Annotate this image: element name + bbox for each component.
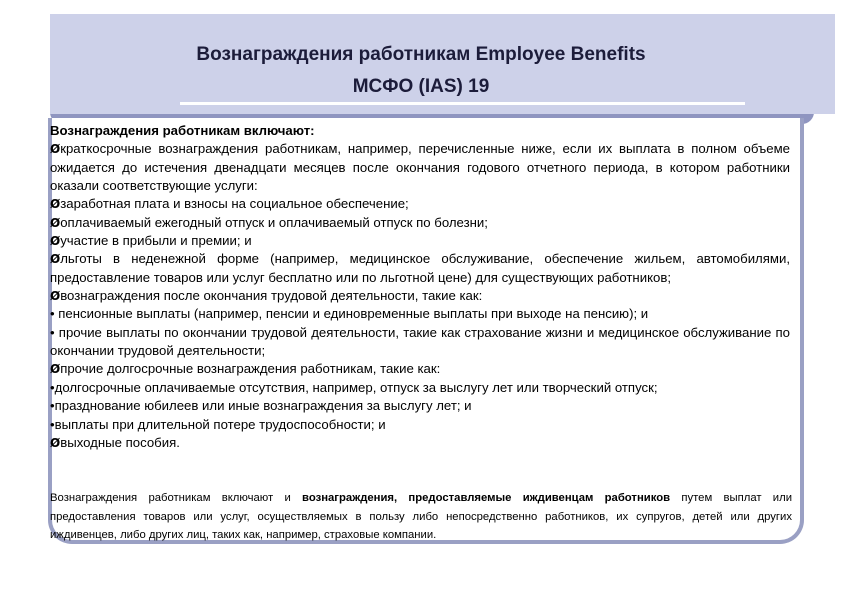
footnote-text: путем выплат или предоставления товаров или услуг, осуществляемых в пользу либо непосредственно работников, их супругов, детей или других иждивенцев, либо других лиц, таких как, например, страховые компании. (50, 492, 792, 542)
list-item (50, 379, 790, 397)
list-item (50, 140, 790, 195)
arrow-bullet-icon: Ø (50, 197, 61, 212)
list-item (50, 250, 790, 287)
body-text (50, 122, 790, 452)
arrow-bullet-icon: Ø (50, 435, 61, 450)
list-item (50, 397, 790, 415)
arrow-bullet-icon: Ø (50, 142, 61, 157)
list-item-text: льготы в неденежной форме (например, медицинское обслуживание, обеспечение жильем, автомобилями, предоставление товаров или услуг бесплатно или по льготной цене) для существующих работников; (50, 251, 790, 285)
list-item-text: долгосрочные оплачиваемые отсутствия, например, отпуск за выслугу лет или творческий отпуск; (54, 379, 658, 395)
list-item (50, 232, 790, 250)
list-item (50, 434, 790, 452)
dot-bullet-icon: • (50, 398, 55, 414)
list-item-text: прочие выплаты по окончании трудовой деятельности, такие как страхование жизни и медицинское обслуживание по окончании трудовой деятельности; (50, 324, 790, 359)
list-item-text: пенсионные выплаты (например, пенсии и единовременные выплаты при выходе на пенсию); и (54, 306, 649, 322)
list-heading: Вознаграждения работникам включают: (50, 123, 315, 138)
list-item-text: выплаты при длительной потере трудоспособности; и (54, 416, 386, 432)
list-item (50, 195, 790, 213)
list-item (50, 416, 790, 434)
list-item-text: вознаграждения после окончания трудовой деятельности, такие как: (60, 288, 483, 304)
dot-bullet-icon: • (50, 306, 55, 322)
arrow-bullet-icon: Ø (50, 234, 61, 249)
list-item (50, 287, 790, 305)
dot-bullet-icon: • (50, 324, 55, 340)
page-title: Вознаграждения работникам Employee Benefits (196, 44, 646, 65)
list-item-text: заработная плата и взносы на социальное обеспечение; (60, 196, 409, 212)
arrow-bullet-icon: Ø (50, 362, 61, 377)
arrow-bullet-icon: Ø (50, 289, 61, 304)
footnote (50, 489, 792, 545)
dot-bullet-icon: • (50, 379, 55, 395)
list-item-text: прочие долгосрочные вознаграждения работникам, такие как: (60, 361, 441, 377)
page-subtitle: МСФО (IAS) 19 (352, 76, 490, 97)
title-underline (180, 102, 745, 105)
footnote-paragraph (50, 489, 792, 545)
list-item (50, 305, 790, 323)
list-item-text: краткосрочные вознаграждения работникам, например, перечисленные ниже, если их выплата в полном объеме ожидается до истечения двенадцати месяцев после окончания годового отчетного периода, в котором работники оказали соответствующие услуги: (50, 141, 790, 194)
list-item-text: выходные пособия. (60, 434, 180, 450)
list-item-text: празднование юбилеев или иные вознаграждения за выслугу лет; и (54, 398, 472, 414)
arrow-bullet-icon: Ø (50, 215, 61, 230)
list-item (50, 214, 790, 232)
footnote-emphasis: вознаграждения, предоставляемые иждивенцам работников (302, 492, 671, 504)
list-item (50, 324, 790, 361)
list-item-text: оплачиваемый ежегодный отпуск и оплачиваемый отпуск по болезни; (60, 214, 488, 230)
list-item (50, 360, 790, 378)
footnote-text: Вознаграждения работникам включают и (50, 492, 303, 504)
arrow-bullet-icon: Ø (50, 252, 61, 267)
dot-bullet-icon: • (50, 416, 55, 432)
list-item-text: участие в прибыли и премии; и (60, 233, 252, 249)
